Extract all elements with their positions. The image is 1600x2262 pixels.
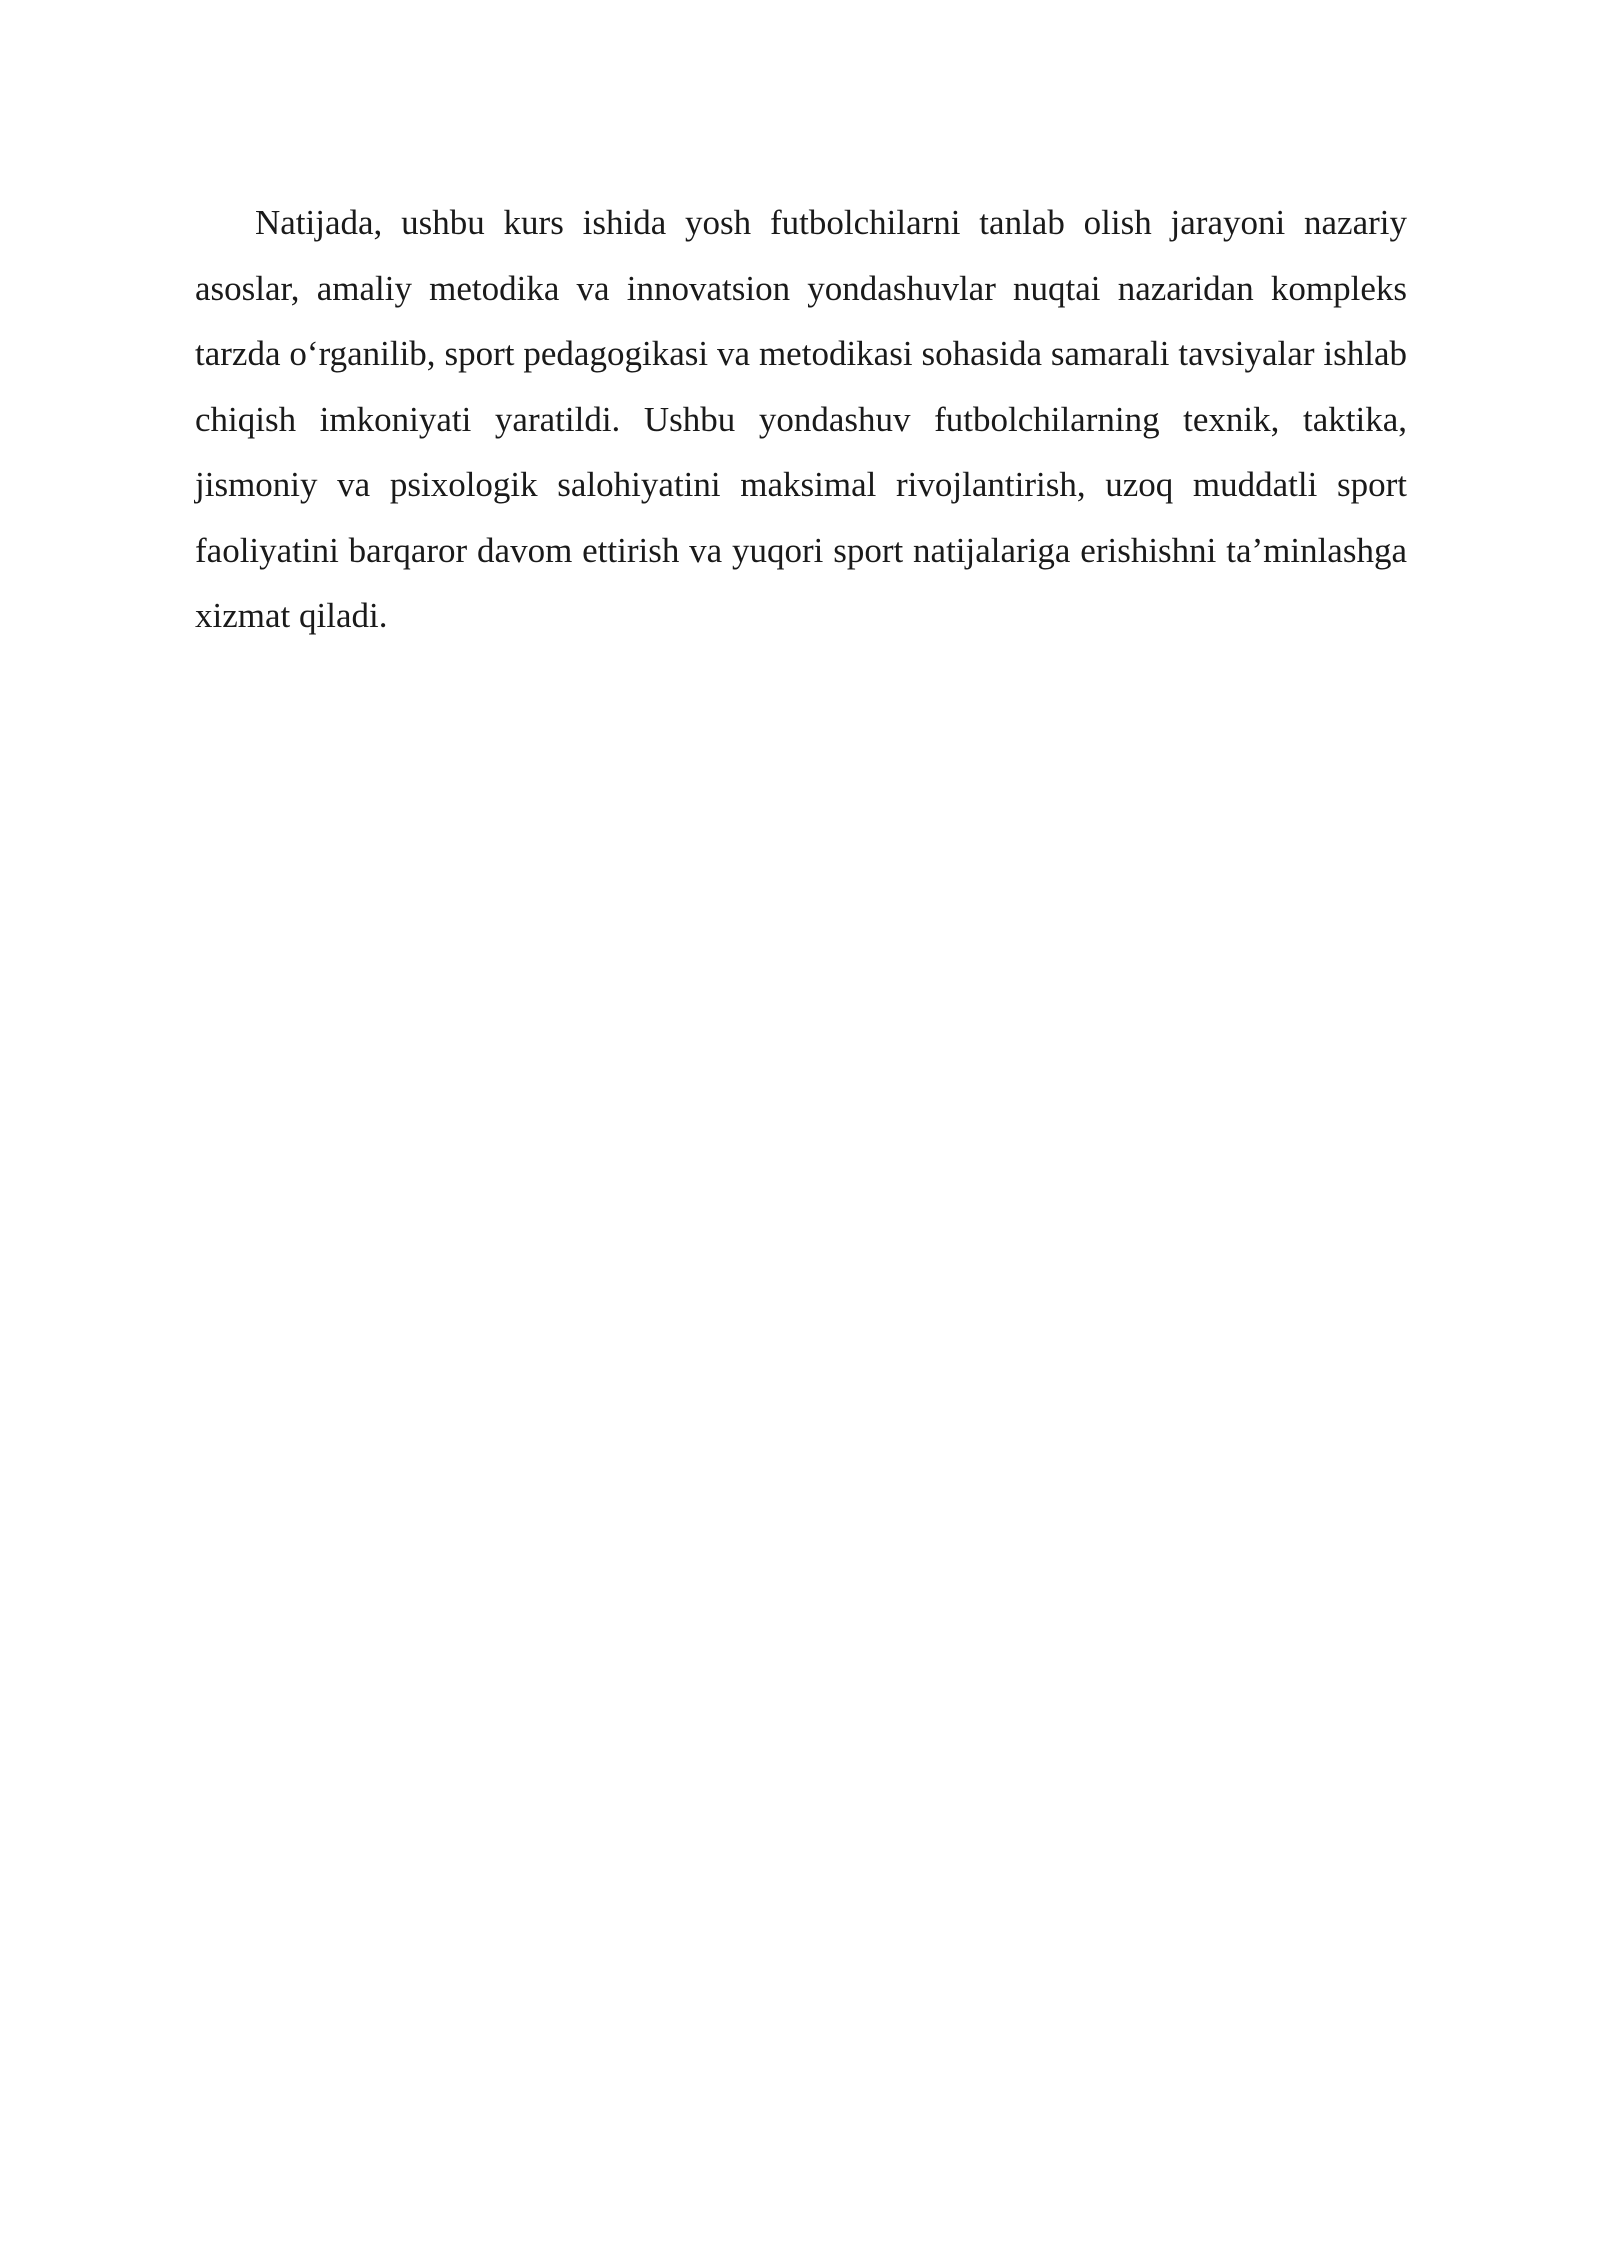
body-paragraph: Natijada, ushbu kurs ishida yosh futbolchilarni tanlab olish jarayoni nazariy asoslar, amaliy metodika va innovatsion yondashuvlar nuqtai nazaridan kompleks tarzda o‘rganilib, sport pedagogikasi va metodikasi sohasida samarali tavsiyalar ishlab chiqish imkoniyati yaratildi. Ushbu yondashuv futbolchilarning texnik, taktika, jismoniy va psixologik salohiyatini maksimal rivojlantirish, uzoq muddatli sport faoliyatini barqaror davom ettirish va yuqori sport natijalariga erishishni ta’minlashga xizmat qiladi.	[195, 203, 1407, 635]
